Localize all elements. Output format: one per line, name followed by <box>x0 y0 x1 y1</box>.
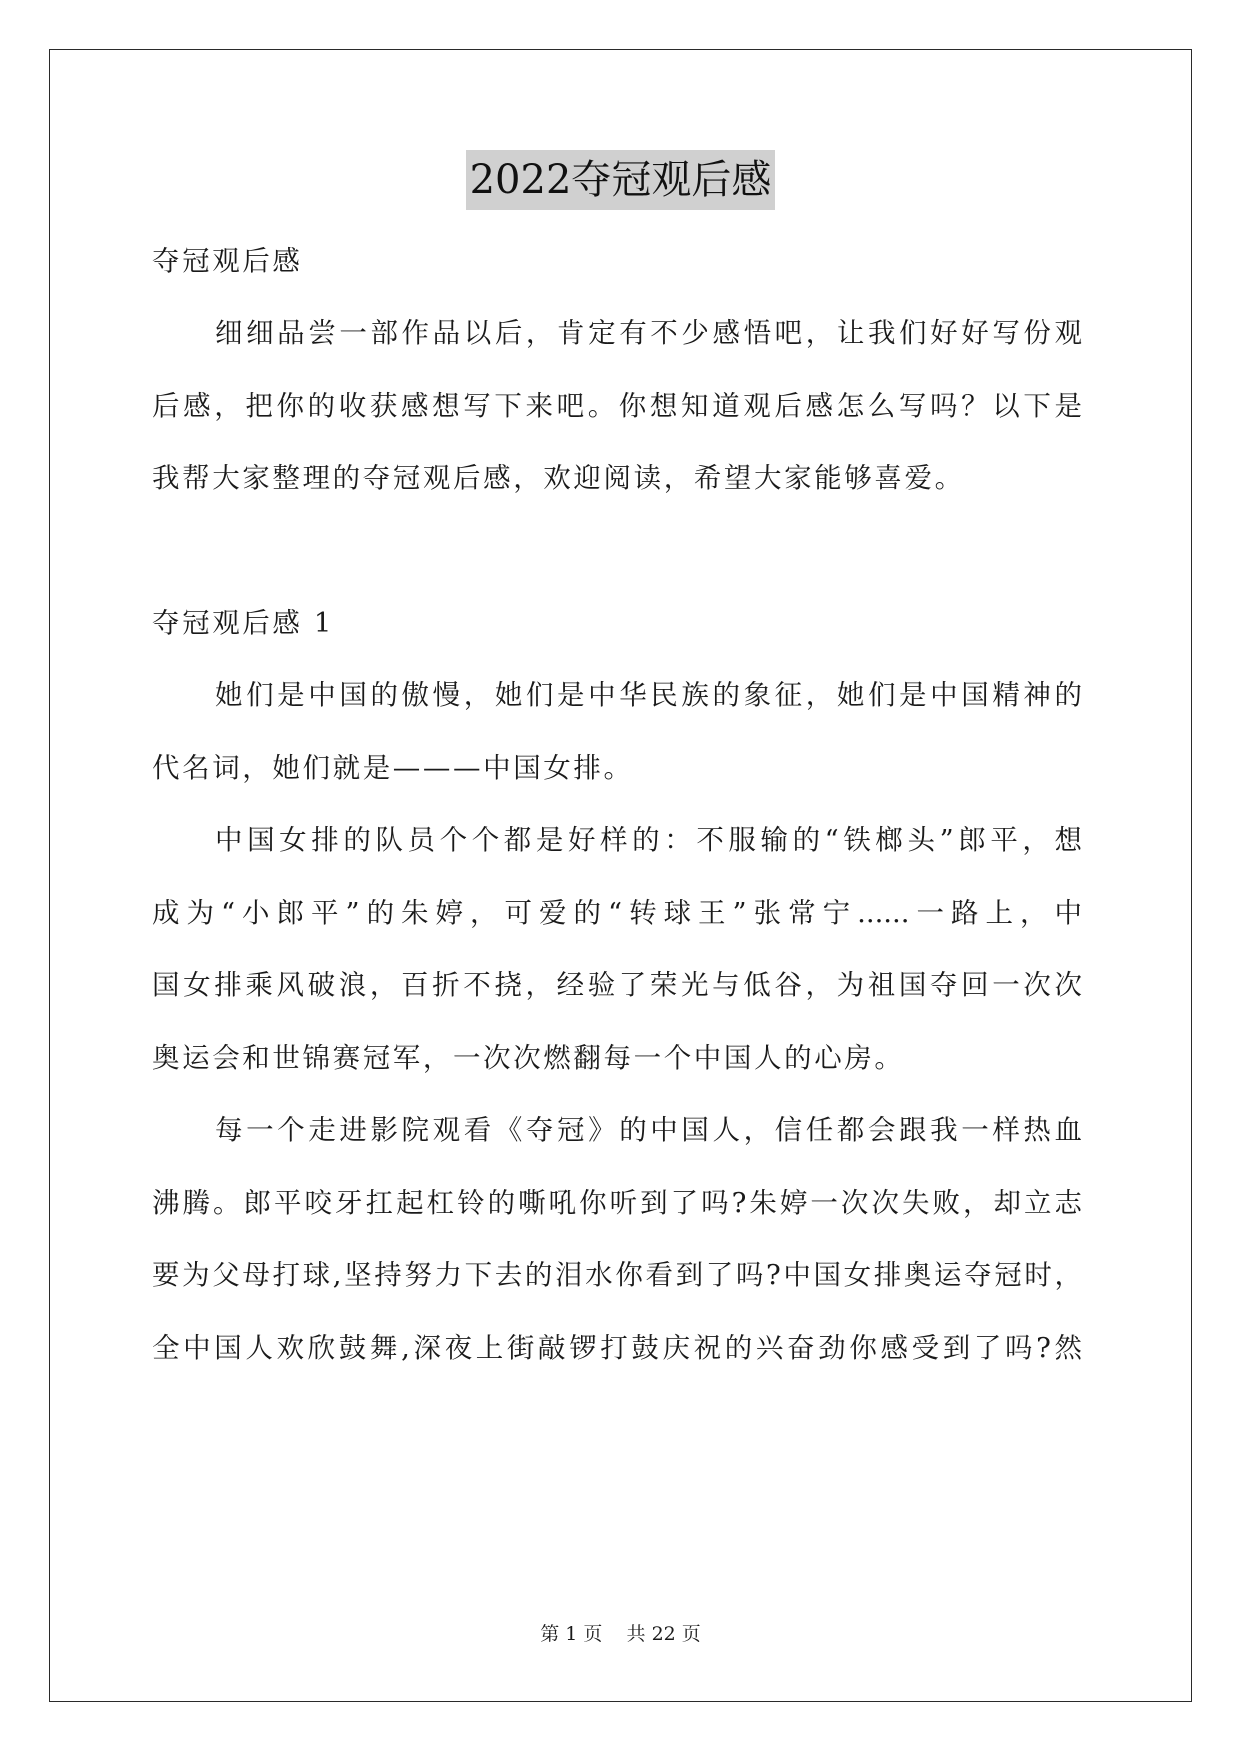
paragraph-line: 奥运会和世锦赛冠军，一次次燃翻每一个中国人的心房。 <box>152 1042 905 1074</box>
paragraph-line: 国女排乘风破浪，百折不挠，经验了荣光与低谷，为祖国夺回一次次 <box>152 969 1082 1001</box>
page-footer <box>0 1620 1241 1648</box>
paragraph-line: 全中国人欢欣鼓舞,深夜上街敲锣打鼓庆祝的兴奋劲你感受到了吗?然 <box>152 1332 1082 1364</box>
paragraph-line: 每一个走进影院观看《夺冠》的中国人，信任都会跟我一样热血 <box>215 1114 1082 1146</box>
page-border <box>49 49 1192 1702</box>
paragraph-line: 我帮大家整理的夺冠观后感，欢迎阅读，希望大家能够喜爱。 <box>152 462 965 494</box>
title-container <box>0 150 1241 210</box>
paragraph-line: 成为“小郎平”的朱婷，可爱的“转球王”张常宁......一路上，中 <box>152 897 1082 929</box>
paragraph-line: 后感，把你的收获感想写下来吧。你想知道观后感怎么写吗？以下是 <box>152 390 1082 422</box>
paragraph-line: 细细品尝一部作品以后，肯定有不少感悟吧，让我们好好写份观 <box>215 317 1082 349</box>
document-title: 2022夺冠观后感 <box>466 150 776 210</box>
paragraph-line: 沸腾。郎平咬牙扛起杠铃的嘶吼你听到了吗?朱婷一次次失败，却立志 <box>152 1187 1082 1219</box>
paragraph-line: 代名词，她们就是———中国女排。 <box>152 752 634 784</box>
section-heading: 夺冠观后感 <box>152 245 303 277</box>
paragraph-line: 她们是中国的傲慢，她们是中华民族的象征，她们是中国精神的 <box>215 679 1082 711</box>
paragraph-line: 中国女排的队员个个都是好样的：不服输的“铁榔头”郎平，想 <box>215 824 1082 856</box>
section-heading: 夺冠观后感 1 <box>152 607 334 639</box>
page-number: 第 1 页 共 22 页 <box>540 1623 701 1645</box>
paragraph-line: 要为父母打球,坚持努力下去的泪水你看到了吗?中国女排奥运夺冠时， <box>152 1259 1082 1291</box>
